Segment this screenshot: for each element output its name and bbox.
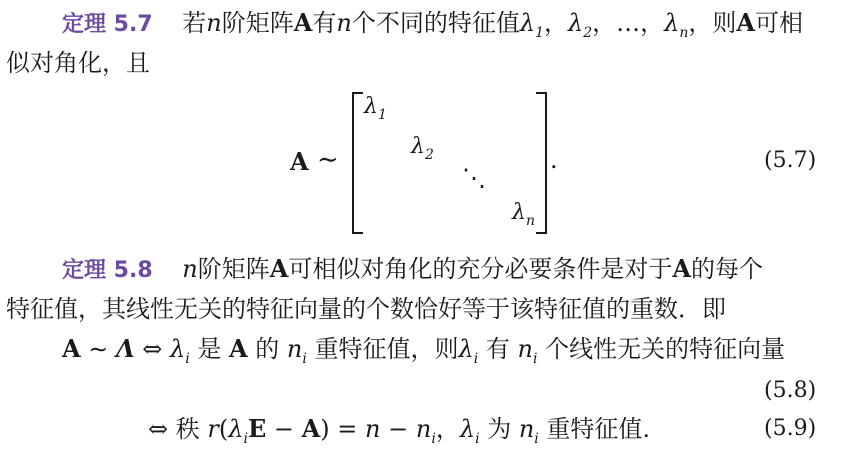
equation-5-8: [62, 334, 785, 368]
lambda-i: λ: [228, 415, 244, 443]
equation-number-5-9: (5.9): [764, 416, 817, 441]
subscript-n: n: [679, 25, 689, 41]
subscript-i: i: [532, 351, 538, 367]
matrix-A: A: [672, 254, 691, 283]
var-n: n: [206, 9, 222, 37]
theorem-5-8-line-1: [62, 254, 763, 286]
text: 可相似对角化的充分必要条件是对于: [288, 255, 673, 283]
dots: ，…，: [592, 9, 665, 37]
theorem-5-8-label: 定理 5.8: [62, 258, 153, 283]
minus: −: [388, 415, 409, 443]
subscript-2: 2: [583, 25, 593, 41]
lambda-2: λ: [567, 9, 584, 37]
equation-number-5-8: (5.8): [764, 378, 817, 403]
paren-close: ): [320, 415, 330, 443]
similar-symbol: ∼: [317, 145, 339, 175]
comma: ，: [435, 415, 460, 443]
minus: −: [273, 415, 294, 443]
var-n: n: [336, 9, 352, 37]
text: 阶矩阵: [197, 255, 270, 283]
text: 若: [182, 9, 207, 37]
var-n: n: [415, 415, 432, 443]
theorem-5-7-label: 定理 5.7: [62, 12, 153, 37]
text: 个线性无关的特征向量: [545, 335, 786, 363]
equation-5-9: [148, 414, 650, 448]
comma: ，: [543, 9, 568, 37]
matrix-A: A: [269, 254, 289, 283]
left-bracket: [352, 92, 363, 234]
subscript-i: i: [431, 431, 436, 447]
text: 有: [312, 9, 337, 37]
var-n: n: [286, 335, 303, 363]
var-n: n: [182, 255, 198, 283]
matrix-Lambda: Λ: [116, 334, 135, 363]
paren-open: (: [218, 415, 229, 443]
var-n: n: [517, 335, 533, 363]
matrix-E: E: [247, 414, 267, 443]
lambda-1: λ: [519, 9, 536, 37]
matrix-A: A: [62, 334, 81, 363]
right-bracket: [536, 92, 547, 234]
theorem-5-7-line-2: 似对角化，且: [6, 49, 150, 77]
equation-5-7: [0, 92, 856, 237]
text: 阶矩阵: [221, 9, 294, 37]
matrix-A: A: [301, 414, 321, 443]
theorem-5-7-line-1: [62, 8, 803, 42]
matrix-A: A: [293, 8, 313, 37]
subscript-1: 1: [535, 25, 544, 41]
matrix-entry-lambda-n: $\lambda_n$: [512, 200, 535, 229]
subscript-i: i: [302, 351, 307, 367]
subscript-i: i: [185, 351, 190, 367]
lambda-i: λ: [459, 415, 476, 443]
text: 的: [255, 335, 280, 363]
var-n: n: [365, 415, 381, 443]
lambda-i: λ: [170, 335, 186, 363]
equals: =: [337, 415, 358, 443]
matrix-A: A: [736, 8, 755, 37]
text: 是: [197, 335, 222, 363]
iff-symbol: ⇔: [148, 415, 169, 443]
lambda-n: λ: [664, 9, 680, 37]
subscript-i: i: [243, 431, 248, 447]
var-n: n: [518, 415, 535, 443]
text: 个不同的特征值: [351, 9, 520, 37]
var-r: r: [207, 415, 219, 443]
matrix-entry-lambda-1: $\lambda_1$: [364, 94, 387, 123]
matrix-entry-lambda-2: $\lambda_2$: [411, 134, 434, 163]
equation-number-5-7: (5.7): [764, 148, 817, 173]
matrix-A: A: [229, 334, 248, 363]
diagonal-dots: ⋱: [462, 164, 486, 192]
text: 重特征值.: [546, 415, 651, 443]
text: 重特征值，则: [314, 335, 459, 363]
subscript-i: i: [475, 431, 480, 447]
text-rank: 秩: [175, 415, 200, 443]
lambda-i: λ: [458, 335, 474, 363]
text: 有: [485, 335, 510, 363]
text: 可相: [755, 9, 803, 37]
similar-symbol: ∼: [88, 335, 109, 363]
text: 为: [487, 415, 512, 443]
subscript-i: i: [473, 351, 479, 367]
subscript-i: i: [534, 431, 539, 447]
period: .: [550, 146, 558, 174]
iff-symbol: ⇔: [142, 335, 163, 363]
theorem-5-8-line-2: 特征值，其线性无关的特征向量的个数恰好等于该特征值的重数．即: [6, 295, 726, 323]
text: ，则: [688, 9, 737, 37]
text: 的每个: [691, 255, 763, 283]
matrix-A: A: [290, 147, 309, 176]
